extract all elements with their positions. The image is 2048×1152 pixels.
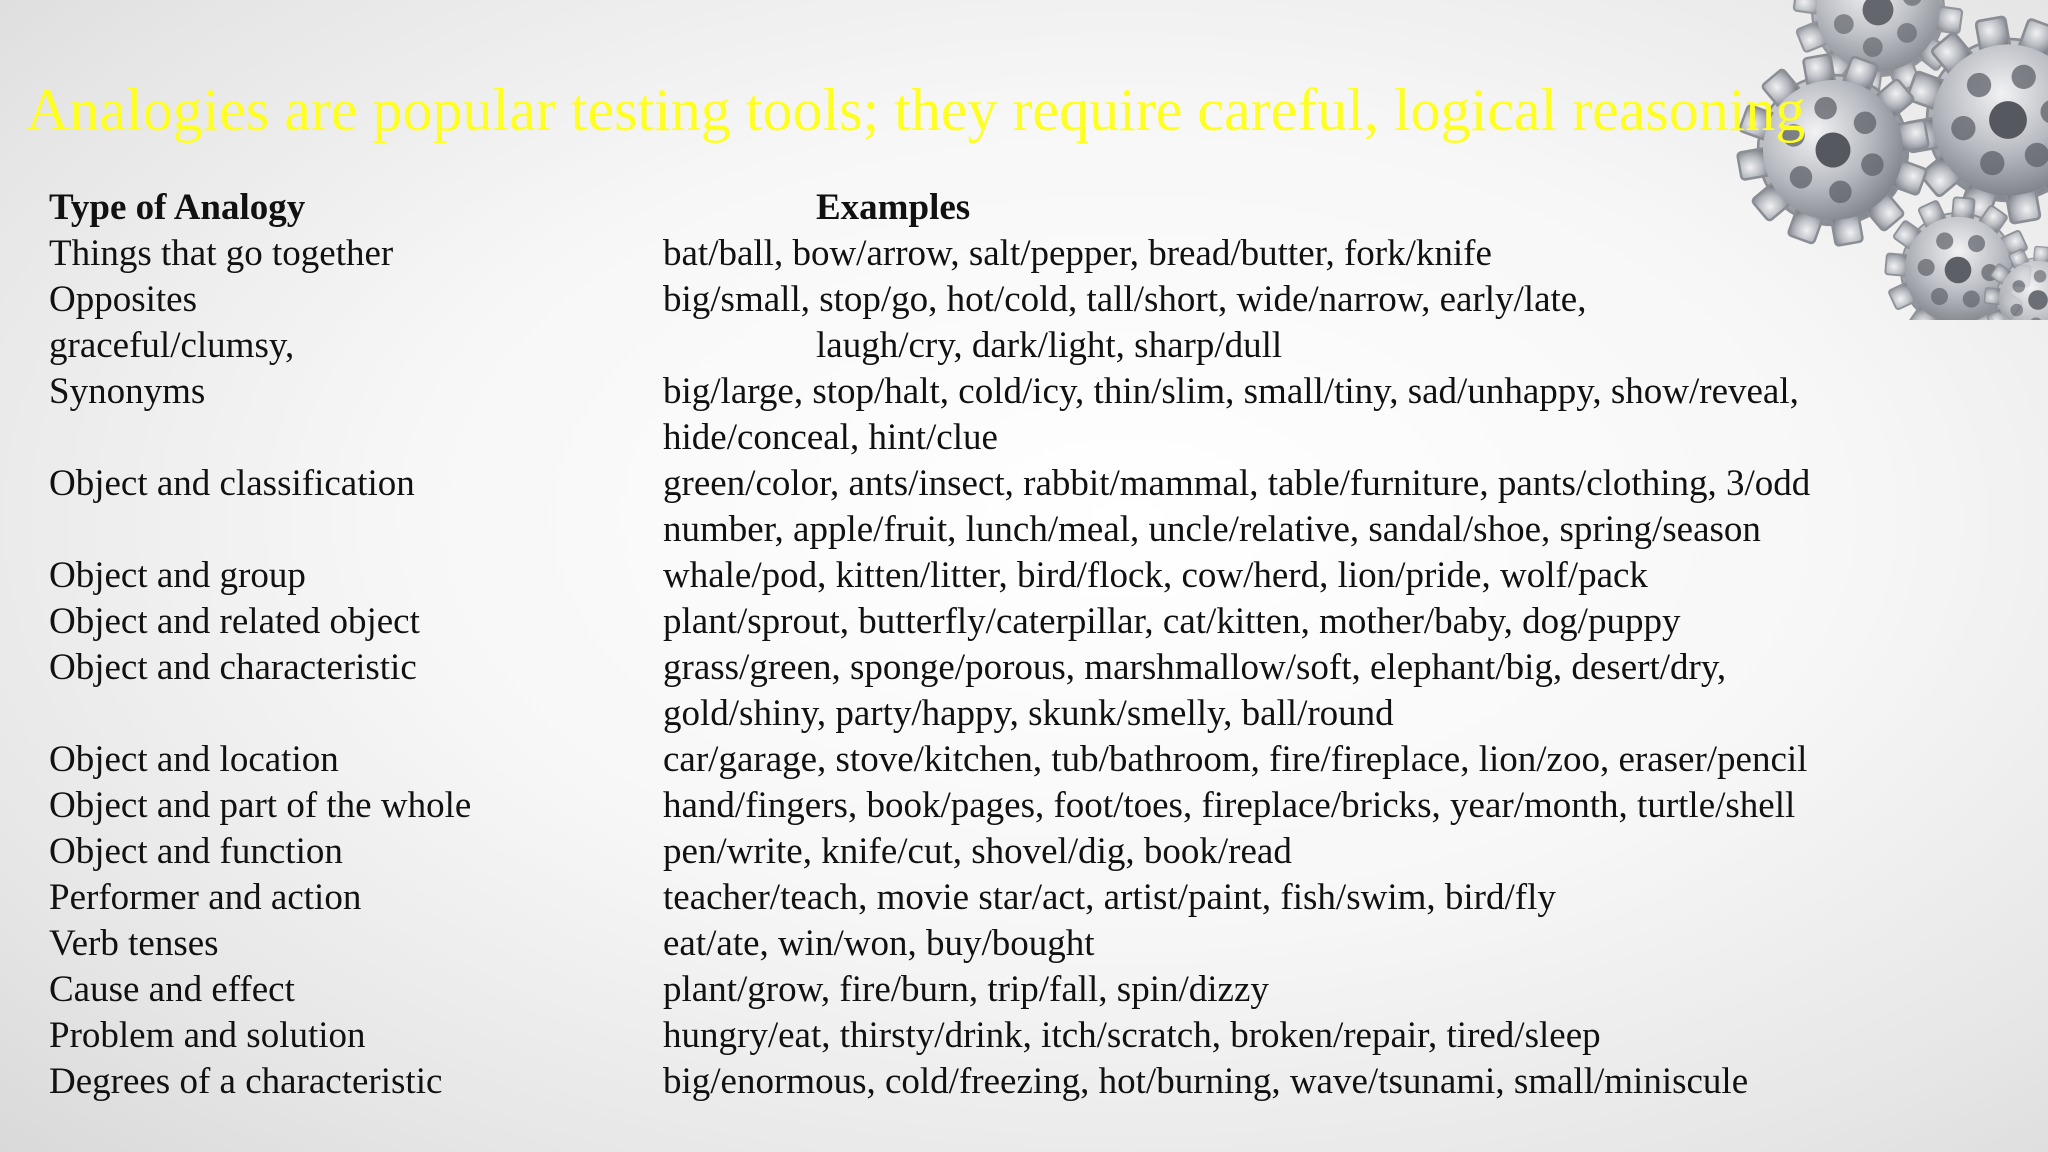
row-examples: pen/write, knife/cut, shovel/dig, book/read (663, 831, 1292, 872)
row-type: graceful/clumsy, (49, 325, 295, 366)
row-examples: bat/ball, bow/arrow, salt/pepper, bread/butter, fork/knife (663, 233, 1492, 274)
row-type: Cause and effect (49, 969, 295, 1010)
row-examples: green/color, ants/insect, rabbit/mammal, table/furniture, pants/clothing, 3/odd (663, 463, 1811, 504)
row-examples-continued: hide/conceal, hint/clue (663, 417, 998, 458)
header-type-of-analogy: Type of Analogy (49, 187, 306, 228)
row-examples: laugh/cry, dark/light, sharp/dull (816, 325, 1283, 366)
row-examples-continued: gold/shiny, party/happy, skunk/smelly, ball/round (663, 693, 1394, 734)
row-examples-continued: number, apple/fruit, lunch/meal, uncle/relative, sandal/shoe, spring/season (663, 509, 1761, 550)
header-examples: Examples (816, 187, 971, 228)
row-type: Opposites (49, 279, 197, 320)
row-examples: eat/ate, win/won, buy/bought (663, 923, 1095, 964)
row-type: Degrees of a characteristic (49, 1061, 443, 1102)
row-examples: big/large, stop/halt, cold/icy, thin/slim, small/tiny, sad/unhappy, show/reveal, (663, 371, 1799, 412)
row-examples: plant/sprout, butterfly/caterpillar, cat/kitten, mother/baby, dog/puppy (663, 601, 1681, 642)
row-examples: teacher/teach, movie star/act, artist/paint, fish/swim, bird/fly (663, 877, 1556, 918)
row-type: Verb tenses (49, 923, 219, 964)
row-examples: whale/pod, kitten/litter, bird/flock, cow/herd, lion/pride, wolf/pack (663, 555, 1648, 596)
row-type: Object and characteristic (49, 647, 417, 688)
row-examples: big/enormous, cold/freezing, hot/burning, wave/tsunami, small/miniscule (663, 1061, 1749, 1102)
row-type: Object and part of the whole (49, 785, 472, 826)
row-examples: car/garage, stove/kitchen, tub/bathroom, fire/fireplace, lion/zoo, eraser/pencil (663, 739, 1808, 780)
row-type: Things that go together (49, 233, 394, 274)
row-type: Synonyms (49, 371, 206, 412)
row-type: Performer and action (49, 877, 362, 918)
row-examples: hand/fingers, book/pages, foot/toes, fireplace/bricks, year/month, turtle/shell (663, 785, 1796, 826)
row-type: Object and related object (49, 601, 420, 642)
row-examples: hungry/eat, thirsty/drink, itch/scratch, broken/repair, tired/sleep (663, 1015, 1601, 1056)
row-examples: big/small, stop/go, hot/cold, tall/short, wide/narrow, early/late, (663, 279, 1587, 320)
row-examples: plant/grow, fire/burn, trip/fall, spin/dizzy (663, 969, 1269, 1010)
row-type: Problem and solution (49, 1015, 366, 1056)
row-type: Object and function (49, 831, 343, 872)
slide-title: Analogies are popular testing tools; they require careful, logical reasoning (26, 77, 1806, 143)
row-type: Object and group (49, 555, 306, 596)
row-type: Object and classification (49, 463, 415, 504)
row-type: Object and location (49, 739, 339, 780)
row-examples: grass/green, sponge/porous, marshmallow/soft, elephant/big, desert/dry, (663, 647, 1727, 688)
